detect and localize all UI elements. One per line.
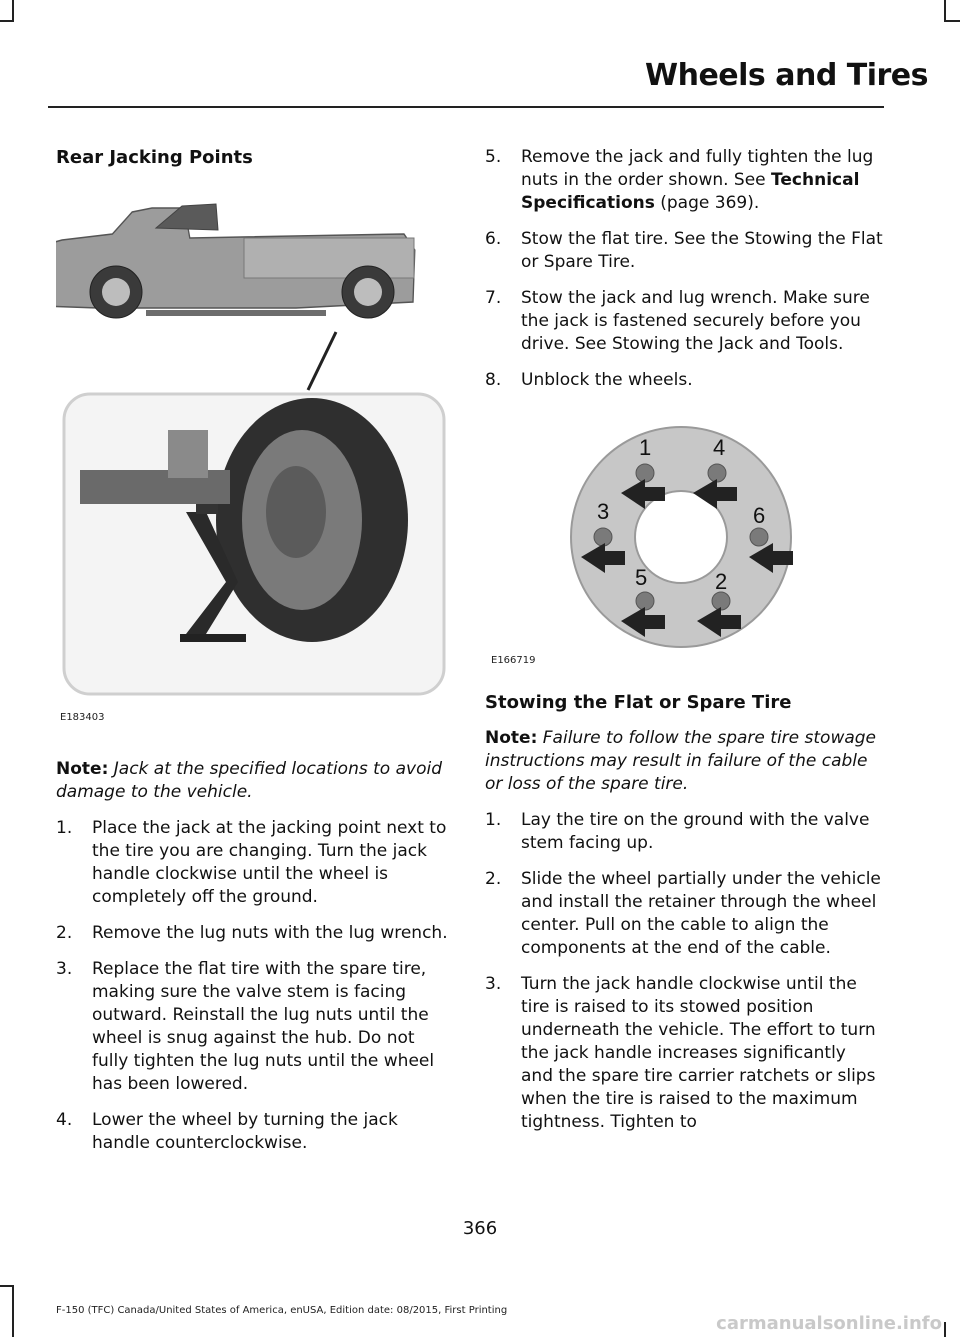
section-heading-rear-jacking: Rear Jacking Points bbox=[56, 147, 253, 168]
pointer-line bbox=[308, 332, 336, 390]
lug-label: 3 bbox=[597, 499, 610, 524]
list-item: 3. Replace the flat tire with the spare tire, making sure the valve stem is facing outward. Reinstall the lug nuts until the wheel is snug against the hub. Do not fully tighten the lug nuts until the wheel has been lowered. bbox=[56, 959, 435, 1094]
page-number: 366 bbox=[462, 1218, 498, 1239]
lug-steps-list bbox=[485, 146, 883, 392]
list-item: 2. Slide the wheel partially under the vehicle and install the retainer through the wheel center. Pull on the cable to align the components at the end of the cable. bbox=[485, 869, 881, 958]
lug-label: 2 bbox=[715, 569, 728, 594]
crop-mark bbox=[12, 1285, 14, 1337]
edition-line: F-150 (TFC) Canada/United States of America, enUSA, Edition date: 08/2015, First Printing bbox=[56, 1305, 508, 1316]
stowing-steps-list bbox=[485, 809, 883, 1134]
list-item: 7. Stow the jack and lug wrench. Make sure the jack is fastened securely before you drive. See Stowing the Jack and Tools. bbox=[485, 288, 870, 354]
lug-label: 6 bbox=[753, 503, 766, 528]
crop-mark bbox=[0, 1285, 14, 1287]
crop-mark bbox=[944, 20, 960, 22]
list-item: 1. Lay the tire on the ground with the valve stem facing up. bbox=[485, 810, 870, 853]
figure-id: E183403 bbox=[60, 712, 105, 723]
list-item: 4. Lower the wheel by turning the jack handle counterclockwise. bbox=[56, 1110, 398, 1153]
list-item: 6. Stow the flat tire. See the Stowing the Flat or Spare Tire. bbox=[485, 229, 883, 272]
rear-jacking-figure bbox=[56, 182, 448, 734]
truck-icon bbox=[56, 204, 415, 318]
crop-mark bbox=[944, 0, 946, 22]
crop-mark bbox=[0, 20, 14, 22]
list-item: 2. Remove the lug nuts with the lug wrench. bbox=[56, 923, 448, 943]
tire-icon bbox=[216, 398, 408, 642]
list-item: 1. Place the jack at the jacking point next to the tire you are changing. Turn the jack handle clockwise until the wheel is completely off the ground. bbox=[56, 818, 447, 907]
lug-label: 5 bbox=[635, 565, 648, 590]
list-item: 8. Unblock the wheels. bbox=[485, 370, 693, 390]
list-item: 5. Remove the jack and fully tighten the lug nuts in the order shown. See Technical Specifications (page 369). bbox=[485, 147, 874, 213]
figure-id: E166719 bbox=[491, 655, 536, 666]
watermark: carmanualsonline.info bbox=[716, 1313, 942, 1334]
note-text: Jack at the specified locations to avoid damage to the vehicle. bbox=[56, 759, 442, 802]
truck-jack-illustration bbox=[56, 182, 448, 734]
page-title: Wheels and Tires bbox=[645, 58, 928, 93]
lug-label: 1 bbox=[639, 435, 652, 460]
list-item: 3. Turn the jack handle clockwise until the tire is raised to its stowed position underneath the vehicle. The effort to turn the jack handle increases significantly and the spare tire carrier ratchets or slips when the tire is raised to the maximum tightness. Tighten to bbox=[485, 974, 876, 1132]
section-heading-stowing: Stowing the Flat or Spare Tire bbox=[485, 692, 792, 713]
jacking-steps-list bbox=[56, 817, 448, 1155]
note-label: Note: bbox=[56, 759, 109, 779]
shock-absorber bbox=[168, 430, 208, 478]
technical-specifications-link[interactable]: Technical Specifications bbox=[521, 170, 860, 213]
crop-mark bbox=[944, 1322, 946, 1337]
lug-pattern-illustration bbox=[485, 405, 883, 673]
note-paragraph bbox=[485, 727, 883, 796]
lug-label: 4 bbox=[713, 435, 726, 460]
right-column bbox=[485, 146, 883, 1147]
note-text: Failure to follow the spare tire stowage instructions may result in failure of the cable or loss of the spare tire. bbox=[485, 728, 877, 794]
header-divider bbox=[48, 106, 884, 108]
crop-mark bbox=[12, 0, 14, 22]
lug-nut-figure bbox=[485, 405, 883, 673]
left-column bbox=[56, 146, 448, 1168]
note-paragraph bbox=[56, 758, 448, 804]
note-label: Note: bbox=[485, 728, 538, 748]
